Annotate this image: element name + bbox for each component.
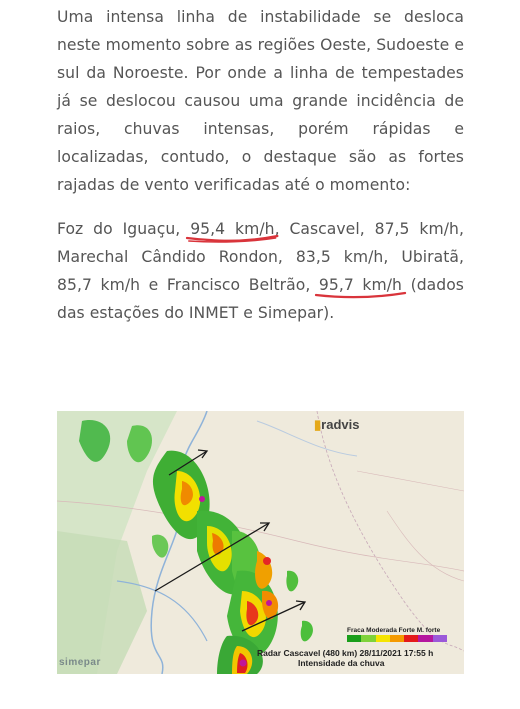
radar-caption-subtitle: Intensidade da chuva — [298, 658, 385, 668]
text-foz-intro: Foz do Iguaçu, — [57, 220, 191, 238]
radvis-logo — [314, 417, 359, 433]
highlight-beltrao-gust — [319, 276, 402, 294]
article-paragraph-2 — [57, 215, 464, 327]
article-paragraph-1: Uma intensa linha de instabilidade se desloca neste momento sobre as regiões Oeste, Sudoeste e sul da Noroeste. Por onde a linha de tempestades já se deslocou causou uma grande incidência de raios, chuvas intensas, porém rápidas e localizadas, contudo, o destaque são as fortes rajadas de vento verificadas até o momento: — [57, 8, 464, 194]
highlight-foz-gust — [190, 220, 274, 238]
text-other-stations: , Cascavel, 87,5 km/h, Marechal Cândido Rondon, 83,5 km/h, Ubiratã, 85,7 km/h e Francisco Beltrão, — [57, 220, 464, 294]
legend-swatch — [418, 635, 432, 642]
simepar-watermark: simepar — [59, 657, 101, 668]
article-body — [57, 3, 464, 343]
legend-swatch — [404, 635, 418, 642]
radvis-logo-icon: ▮ — [314, 417, 322, 432]
legend-color-bar — [347, 635, 447, 642]
red-underline-mark — [315, 290, 406, 300]
radvis-logo-text: radvis — [321, 417, 360, 432]
radar-image — [57, 411, 464, 674]
legend-labels: Fraca Moderada Forte M. forte — [347, 627, 441, 634]
radar-caption: Radar Cascavel (480 km) 28/11/2021 17:55 h — [257, 648, 434, 658]
red-underline-mark — [186, 234, 278, 244]
legend-swatch — [347, 635, 361, 642]
text-data-source: (dados das estações do INMET e Simepar). — [57, 276, 464, 322]
legend-swatch — [361, 635, 375, 642]
legend-swatch — [390, 635, 404, 642]
legend-swatch — [433, 635, 447, 642]
highlight-foz-gust-text: 95,4 km/h — [190, 220, 275, 238]
highlight-beltrao-gust-text: 95,7 km/h — [318, 276, 402, 294]
legend-swatch — [376, 635, 390, 642]
